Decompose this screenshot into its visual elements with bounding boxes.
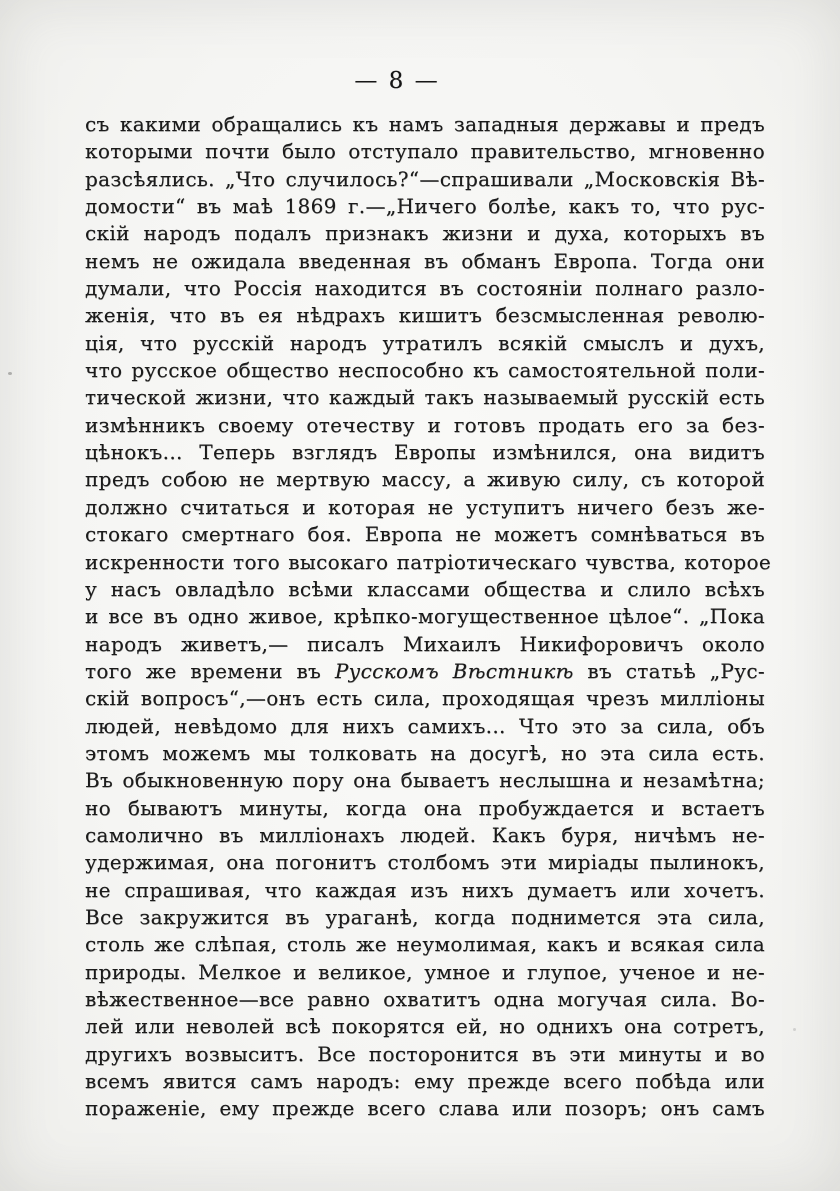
- scan-artifact-speck: [8, 372, 12, 375]
- journal-title-italic: Русскомъ Вѣстникѣ: [334, 658, 574, 683]
- text-line: немъ не ожидала введенная въ обманъ Европа. Тогда они: [85, 248, 765, 273]
- text-line: лей или неволей всѣ покорятся ей, но однихъ она сотретъ,: [85, 1014, 765, 1039]
- text-line: тической жизни, что каждый такъ называемый русскій есть: [85, 385, 765, 410]
- text-line: пораженіе, ему прежде всего слава или позоръ; онъ самъ: [85, 1096, 765, 1121]
- text-line: самолично въ милліонахъ людей. Какъ буря, ничѣмъ не-: [85, 822, 765, 847]
- text-line: цѣнокъ... Теперь взглядъ Европы измѣнился, она видитъ: [85, 440, 765, 465]
- text-line: этомъ можемъ мы толковать на досугѣ, но эта сила есть.: [85, 740, 765, 765]
- text-line: столь же слѣпая, столь же неумолимая, какъ и всякая сила: [85, 932, 765, 957]
- text-line: скій народъ подалъ признакъ жизни и духа, которыхъ въ: [85, 221, 765, 246]
- text-line: не спрашивая, что каждая изъ нихъ думаетъ или хочетъ.: [85, 877, 765, 902]
- text-line: стокаго смертнаго боя. Европа не можетъ сомнѣваться въ: [85, 522, 765, 547]
- text-line: искренности того высокаго патріотическаго чувства, которое: [85, 549, 772, 574]
- text-line: что русское общество неспособно къ самостоятельной поли-: [85, 358, 765, 383]
- text-line: ція, что русскій народъ утратилъ всякій смыслъ и духъ,: [85, 330, 765, 355]
- text-line: разсѣялись. „Что случилось?“—спрашивали „Московскія Вѣ-: [85, 166, 765, 191]
- text-line: всемъ явится самъ народъ: ему прежде всего побѣда или: [85, 1069, 765, 1094]
- text-line: Все закружится въ ураганѣ, когда поднимется эта сила,: [85, 904, 765, 929]
- text-line: другихъ возвыситъ. Все посторонится въ эти минуты и во: [85, 1041, 765, 1066]
- text-line: Въ обыкновенную пору она бываетъ неслышна и незамѣтна;: [85, 768, 765, 793]
- text-segment: того же времени въ: [85, 658, 335, 683]
- text-line: природы. Мелкое и великое, умное и глупое, ученое и не-: [85, 959, 765, 984]
- text-line: женія, что въ ея нѣдрахъ кишитъ безсмысленная револю-: [85, 303, 765, 328]
- text-line: должно считаться и которая не уступитъ ничего безъ же-: [85, 494, 765, 519]
- text-line: скій вопросъ“,—онъ есть сила, проходящая чрезъ милліоны: [85, 686, 765, 711]
- text-line: домости“ въ маѣ 1869 г.—„Ничего болѣе, какъ то, что рус-: [85, 194, 765, 219]
- scan-artifact-speck: [793, 1028, 796, 1031]
- text-line: которыми почти было отступало правительство, мгновенно: [85, 139, 765, 164]
- text-line-with-journal-title: [85, 658, 765, 685]
- text-line: предъ собою не мертвую массу, а живую силу, съ которой: [85, 467, 765, 492]
- page-number-header: — 8 —: [354, 68, 440, 94]
- text-line: вѣжественное—все равно охватитъ одна могучая сила. Во-: [85, 987, 765, 1011]
- text-line: думали, что Россія находится въ состояніи полнаго разло-: [85, 276, 765, 301]
- text-segment: въ статьѣ „Рус-: [573, 658, 766, 683]
- text-line: народъ живетъ,— писалъ Михаилъ Никифоровичъ около: [85, 631, 765, 656]
- text-line: съ какими обращались къ намъ западныя державы и предъ: [85, 112, 765, 136]
- text-line: у насъ овладѣло всѣми классами общества и слило всѣхъ: [85, 576, 765, 601]
- text-line: но бываютъ минуты, когда она пробуждается и встаетъ: [85, 795, 765, 820]
- text-line: людей, невѣдомо для нихъ самихъ... Что это за сила, объ: [85, 713, 765, 738]
- body-text-block: [85, 111, 772, 1123]
- text-line: удержимая, она погонитъ столбомъ эти миріады пылинокъ,: [85, 850, 765, 875]
- text-line: измѣнникъ своему отечеству и готовъ продать его за без-: [85, 412, 765, 437]
- text-line: и все въ одно живое, крѣпко-могущественное цѣлое“. „Пока: [85, 604, 765, 629]
